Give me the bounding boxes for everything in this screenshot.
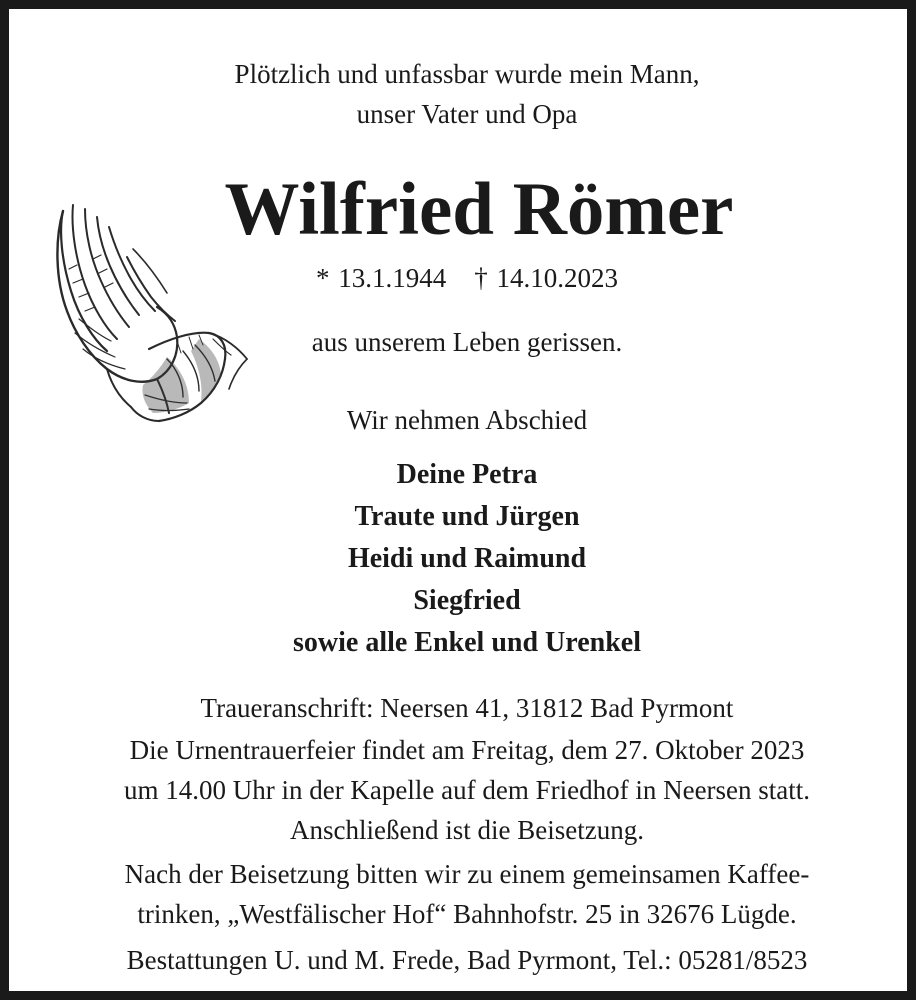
praying-hands-icon [49,199,254,429]
undertaker-line: Bestattungen U. und M. Frede, Bad Pyrmont, Tel.: 05281/8523 [126,945,808,975]
ceremony-line-1: Die Urnentrauerfeier findet am Freitag, dem 27. Oktober 2023 [129,735,805,765]
mourning-address: Traueranschrift: Neersen 41, 31812 Bad Pyrmont [200,693,734,723]
mourner-5: sowie alle Enkel und Urenkel [293,627,641,658]
intro-line-2: unser Vater und Opa [356,99,578,129]
mourner-1: Deine Petra [396,459,538,490]
farewell-line: Wir nehmen Abschied [346,405,588,435]
intro-line-1: Plötzlich und unfassbar wurde mein Mann, [234,59,700,89]
coffee-line-1: Nach der Beisetzung bitten wir zu einem gemeinsamen Kaffee- [124,859,810,889]
mourner-3: Heidi und Raimund [347,543,587,574]
ceremony-line-2: um 14.00 Uhr in der Kapelle auf dem Friedhof in Neersen statt. [123,775,811,805]
mourner-2: Traute und Jürgen [354,501,580,532]
birth-date: * 13.1.1944 [316,263,447,293]
phrase-line: aus unserem Leben gerissen. [311,327,623,357]
mourner-4: Siegfried [413,585,521,616]
burial-line: Anschließend ist die Beisetzung. [290,815,644,845]
death-date: † 14.10.2023 [474,263,618,293]
deceased-name: Wilfried Römer [224,168,734,251]
coffee-line-2: trinken, „Westfälischer Hof“ Bahnhofstr. 25 in 32676 Lügde. [137,899,797,929]
